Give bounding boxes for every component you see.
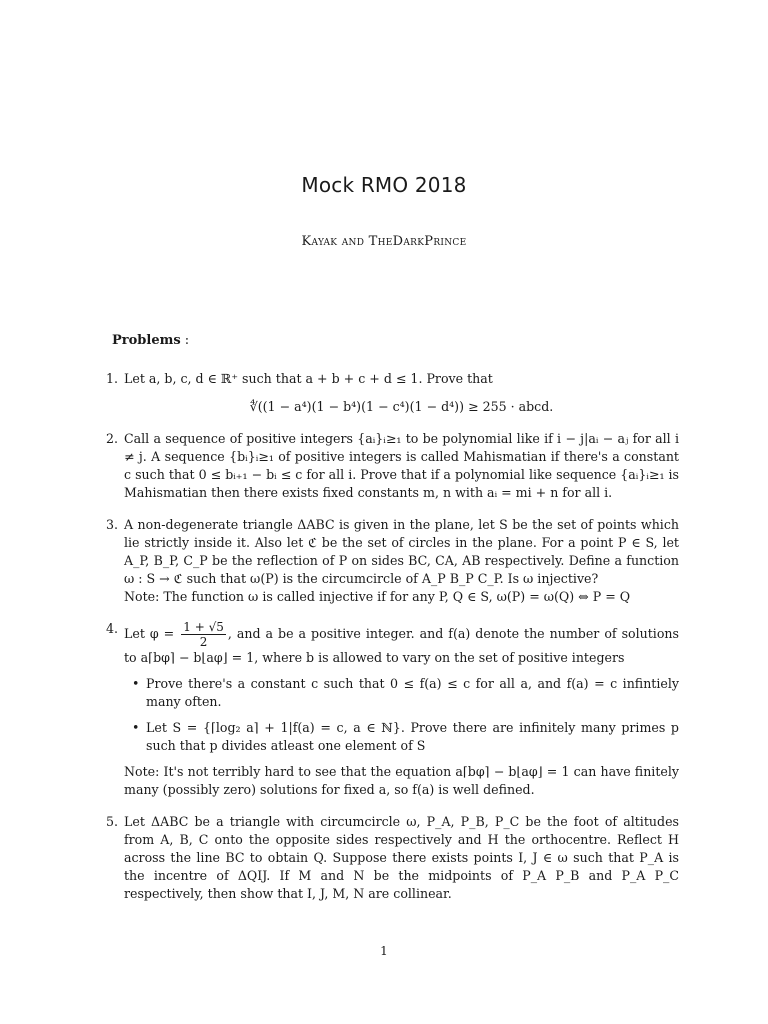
paper-title: Mock RMO 2018: [301, 173, 467, 197]
problems-heading-label: Problems: [112, 333, 181, 348]
problem-number: 1.: [106, 371, 119, 386]
problem-1: [106, 370, 679, 416]
phi-fraction: [181, 620, 226, 649]
problem-list: [106, 370, 679, 917]
problem-note: Note: The function ω is called injective if for any P, Q ∈ S, ω(P) = ω(Q) ⇔ P = Q: [124, 589, 631, 604]
problem-text: Let ΔABC be a triangle with circumcircle ω, P_A, P_B, P_C be the foot of altitudes from A, B, C onto the opposite sides respectively and H the orthocentre. Reflect H across the line BC to obtain Q. Suppose there exists points I, J ∈ ω such that P_A is the incentre of ΔQIJ. If M and N be the midpoints of P_A P_B and P_A P_C respectively, then show that I, J, M, N are collinear.: [124, 814, 679, 901]
problems-heading: [112, 332, 189, 350]
problem-text: Call a sequence of positive integers {aᵢ}ᵢ≥₁ to be polynomial like if i − j|aᵢ − aⱼ for all i ≠ j. A sequence {bᵢ}ᵢ≥₁ of positive integers is called Mahismatian if there's a constant c such that 0 ≤ bᵢ₊₁ − bᵢ ≤ c for all i. Prove that if a polynomial like sequence {aᵢ}ᵢ≥₁ is Mahismatian then there exists fixed constants m, n with aᵢ = mi + n for all i.: [124, 431, 679, 500]
problem-text: A non-degenerate triangle ΔABC is given in the plane, let S be the set of points which lie strictly inside it. Also let ℭ be the set of circles in the plane. For a point P ∈ S, let A_P, B_P, C_P be the reflection of P on sides BC, CA, AB respectively. Define a function ω : S → ℭ such that ω(P) is the circumcircle of A_P B_P C_P. Is ω injective?: [124, 517, 679, 586]
author-names: Kayak and TheDarkPrince: [301, 234, 467, 249]
problem-text: [124, 620, 679, 667]
problem-number: 2.: [106, 431, 119, 446]
bullet-item: • Prove there's a constant c such that 0 ≤ f(a) ≤ c for all a, and f(a) = c infintiely many often.: [146, 675, 679, 711]
problem-number: 5.: [106, 814, 119, 829]
problem-2: [106, 430, 679, 502]
problem-text-after: , and a be a positive integer. and f(a) denote the number of solutions to a⌈bφ⌉ − b⌊aφ⌋ = 1, where b is allowed to vary on the set of positive integers: [124, 626, 679, 665]
problem-4: [106, 620, 679, 799]
problem-note: Note: It's not terribly hard to see that the equation a⌈bφ⌉ − b⌊aφ⌋ = 1 can have finitely many (possibly zero) solutions for fixed a, so f(a) is well defined.: [124, 764, 679, 797]
fraction-numerator: 1 + √5: [183, 620, 224, 634]
fraction-denominator: 2: [199, 635, 208, 649]
problem-text: Let a, b, c, d ∈ ℝ⁺ such that a + b + c + d ≤ 1. Prove that: [124, 371, 493, 386]
problem-5: [106, 813, 679, 903]
display-inequality: ∜((1 − a⁴)(1 − b⁴)(1 − c⁴)(1 − d⁴)) ≥ 255 · abcd.: [249, 399, 554, 414]
bullet-item: • Let S = {⌈log₂ a⌉ + 1|f(a) = c, a ∈ ℕ}. Prove there are infinitely many primes p such that p divides atleast one element of S: [146, 719, 679, 755]
authors: [0, 233, 768, 251]
problem-number: 4.: [106, 621, 119, 636]
problem-text-before: Let φ =: [124, 626, 175, 641]
problem-number: 3.: [106, 517, 119, 532]
bullet-list: [124, 675, 679, 755]
problems-heading-suffix: :: [180, 333, 190, 348]
problem-3: [106, 516, 679, 606]
page-number: 1: [380, 944, 388, 958]
